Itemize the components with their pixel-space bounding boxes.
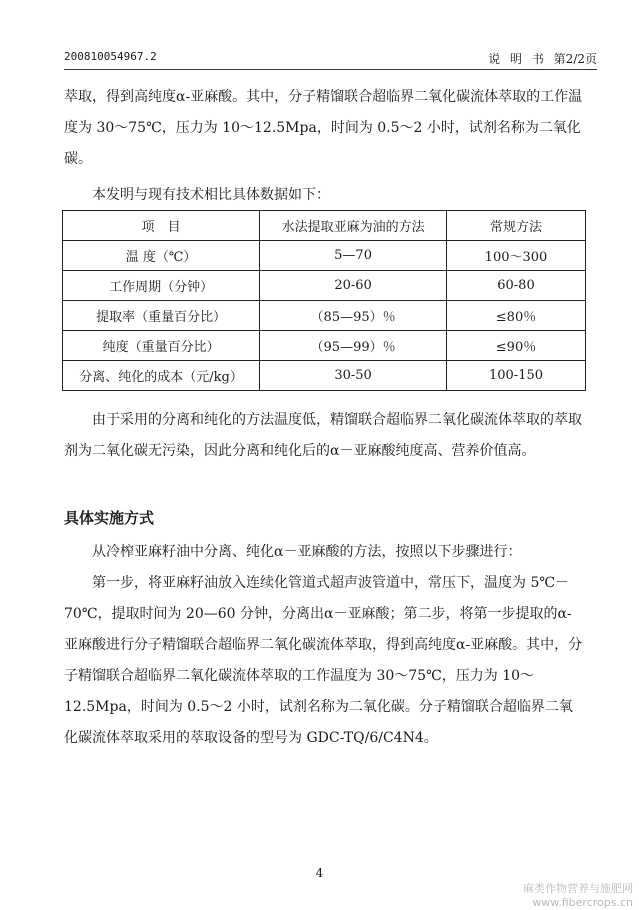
document-number: 200810054967.2 xyxy=(64,50,157,63)
watermark xyxy=(523,880,633,909)
paragraph-method-intro: 从冷榨亚麻籽油中分离、纯化α－亚麻酸的方法，按照以下步骤进行： xyxy=(92,544,522,560)
table-cell: 5—70 xyxy=(260,241,447,271)
table-cell: 工作周期（分钟） xyxy=(63,271,260,301)
paragraph-advantages: 由于采用的分离和纯化的方法温度低，精馏联合超临界二氧化碳流体萃取的萃取剂为二氧化碳无污染，因此分离和纯化后的α－亚麻酸纯度高、营养价值高。 xyxy=(64,412,582,459)
table-cell: ≤80％ xyxy=(447,301,586,331)
comparison-table xyxy=(62,210,586,391)
table-row xyxy=(63,361,586,391)
table-row xyxy=(63,331,586,361)
table-row xyxy=(63,271,586,301)
table-cell: 30-50 xyxy=(260,361,447,391)
table-cell: 提取率（重量百分比） xyxy=(63,301,260,331)
page-number: 4 xyxy=(315,866,324,880)
table-cell: 100-150 xyxy=(447,361,586,391)
watermark-line-2: www.fibercrops.cn xyxy=(532,896,633,909)
watermark-line-1: 麻类作物营养与施肥网 xyxy=(523,882,633,895)
table-header-cell: 水法提取亚麻为油的方法 xyxy=(260,211,447,241)
table-cell: 分离、纯化的成本（元/kg） xyxy=(63,361,260,391)
paragraph-comparison-lead: 本发明与现有技术相比具体数据如下： xyxy=(92,187,330,203)
table-cell: ≤90％ xyxy=(447,331,586,361)
table-cell: 60-80 xyxy=(447,271,586,301)
table-row xyxy=(63,301,586,331)
table-row xyxy=(63,241,586,271)
page-header xyxy=(64,50,597,66)
table-cell: 温 度（℃） xyxy=(63,241,260,271)
table-header-cell: 项 目 xyxy=(63,211,260,241)
table-cell: （95—99）％ xyxy=(260,331,447,361)
table-header-row xyxy=(63,211,586,241)
paragraph-method-steps: 第一步，将亚麻籽油放入连续化管道式超声波管道中，常压下，温度为 5℃－70℃，提取时间为 20—60 分钟，分离出α－亚麻酸；第二步，将第一步提取的α-亚麻酸进行分子精馏联合超临界二氧化碳流体萃取，得到高纯度α-亚麻酸。其中，分子精馏联合超临界二氧化碳流体萃取的工作温度为 30～75℃，压力为 10～12.5Mpa，时间为 0.5～2 小时，试剂名称为二氧化碳。分子精馏联合超临界二氧化碳流体萃取采用的萃取设备的型号为 GDC-TQ/6/C4N4。 xyxy=(64,575,583,746)
section-title: 具体实施方式 xyxy=(64,509,155,527)
document-type-and-page: 说 明 书 第2/2页 xyxy=(488,52,597,66)
table-cell: 20-60 xyxy=(260,271,447,301)
table-cell: 纯度（重量百分比） xyxy=(63,331,260,361)
table-cell: （85—95）％ xyxy=(260,301,447,331)
table-cell: 100～300 xyxy=(447,241,586,271)
paragraph-intro: 萃取，得到高纯度α-亚麻酸。其中，分子精馏联合超临界二氧化碳流体萃取的工作温度为 30～75℃，压力为 10～12.5Mpa，时间为 0.5～2 小时，试剂名称为二氧化碳。 xyxy=(64,89,583,167)
header-rule xyxy=(64,69,597,70)
table-header-cell: 常规方法 xyxy=(447,211,586,241)
